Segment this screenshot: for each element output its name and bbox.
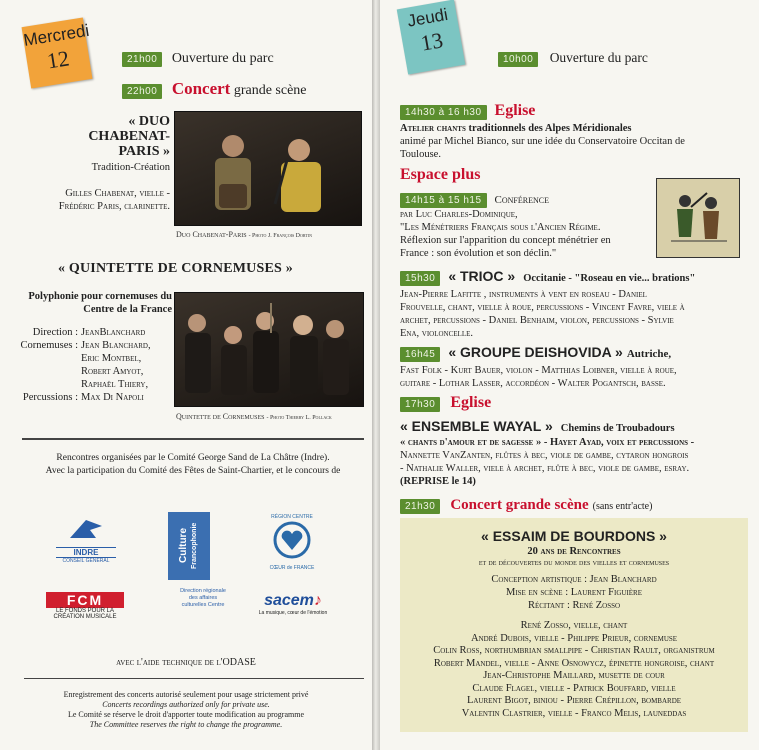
quintette-subtitle: Polyphonie pour cornemuses du Centre de la France <box>28 291 172 315</box>
event-place: Eglise <box>494 102 536 119</box>
time-badge: 16h45 <box>400 347 440 362</box>
duo-subtitle: Tradition-Création <box>91 162 170 173</box>
duo-block <box>20 114 170 213</box>
day-number: 13 <box>418 27 445 56</box>
fcm-logo: FCM LE FONDS POUR LA CRÉATION MUSICALE <box>46 592 124 620</box>
duo-caption <box>176 230 312 239</box>
caption-credit: - Photo J. François Dortin <box>248 233 312 239</box>
duo-photo <box>174 111 362 226</box>
essaim-title: « ESSAIM DE BOURDONS » <box>481 528 667 544</box>
quintet-illustration <box>175 293 363 406</box>
essaim-musicians: René Zosso, vielle, chant André Dubois, vielle - Philippe Prieur, cornemuse Colin Ross, northumbrian smallpipe - Christian Rault, organistrum Robert Mandel, vielle - Anne Osnowycz, épinette hongroise, chant Jean-Christophe Maillard, musette de cour Claude Flagel, vielle - Patrick Bouffard, vielle Laurent Bigot, biniou - Pierre Crépillon, bombarde Valentin Clastrier, vielle - Franco Melis, launeddas <box>433 620 715 719</box>
organisers-line: Rencontres organisées par le Comité George Sand de La Châtre (Indre). <box>56 453 330 463</box>
espace-plus-title: Espace plus <box>400 166 481 183</box>
caption-credit: - Photo Thierry L. Pollack <box>266 415 332 421</box>
day-number: 12 <box>45 45 71 74</box>
duo-title: « DUO CHABENAT-PARIS » <box>88 114 170 159</box>
quintette-caption <box>176 412 332 421</box>
event-concert <box>122 79 307 99</box>
caption-text: Quintette de Cornemuses <box>176 412 265 421</box>
organisers-note <box>20 452 366 478</box>
time-badge: 21h30 <box>400 499 440 514</box>
musicians-illustration <box>175 112 361 225</box>
divider <box>22 438 364 440</box>
event-eglise-atelier: 14h30 à 16 h30 Eglise Atelier chants traditionnels des Alpes Méridionales animé par Michel Bianco, sur une idée du Conservatoire Occitan de Toulouse. <box>400 102 685 160</box>
time-badge: 21h00 <box>122 52 162 67</box>
indre-logo: INDRE CONSEIL GENERAL <box>56 516 116 564</box>
sacem-logo: sacem♪ La musique, cœur de l'émotion <box>258 592 328 616</box>
time-badge: 22h00 <box>122 84 162 99</box>
time-badge: 10h00 <box>498 52 538 67</box>
time-badge: 14h30 à 16 h30 <box>400 105 487 120</box>
essaim-box: « ESSAIM DE BOURDONS » 20 ans de Rencontres et de découvertes du monde des vielles et cornemuses Conception artistique : Jean Blanchard Mise en scène : Laurent Figuière Récitant : René Zosso René Zosso, vielle, chant André Dubois, vielle - Philippe Prieur, cornemuse Colin Ross, northumbrian smallpipe - Christian Rault, organistrum Robert Mandel, vielle - Anne Osnowycz, épinette hongroise, chant Jean-Christophe Maillard, musette de cour Claude Flagel, vielle - Patrick Bouffard, vielle Laurent Bigot, biniou - Pierre Crépillon, bombarde Valentin Clastrier, vielle - Franco Melis, launeddas <box>400 518 748 732</box>
essaim-credits: Conception artistique : Jean Blanchard Mise en scène : Laurent Figuière Récitant : René Zosso <box>491 574 657 611</box>
duo-artists-1: Gilles Chabenat, vielle - <box>65 188 170 199</box>
bird-icon <box>66 516 106 542</box>
region-centre-logo: RÉGION CENTRE CŒUR de FRANCE <box>269 514 315 571</box>
engraving-image <box>656 178 740 258</box>
day-name: Jeudi <box>405 4 450 31</box>
quintette-photo <box>174 292 364 407</box>
heart-icon <box>272 520 312 560</box>
wayal-block: « ENSEMBLE WAYAL » Chemins de Troubadours « chants d'amour et de sagesse » - Hayet Ayad, voix et percussions - Nannette VanZanten, flûtes à bec, viole de gambe, cytaron hongrois - Nathalie Waller, viele à archet, flûte à bec, viole de gambe, esray. (REPRISE le 14) <box>400 418 695 487</box>
role-row: Cornemuses : Jean Blanchard, <box>20 340 151 351</box>
day-name: Mercredi <box>22 20 91 50</box>
time-badge: 14h15 à 15 h15 <box>400 193 487 208</box>
technical-support: avec l'aide technique de l'ODASE <box>116 657 256 668</box>
event-rest: grande scène <box>233 83 307 98</box>
role-row: Percussions : Max Di Napoli <box>22 392 144 403</box>
culture-logo: Culture Francophonie <box>168 512 210 580</box>
duo-artists-2: Frédéric Paris, clarinette. <box>58 201 170 212</box>
event-conference: 14h15 à 15 h15 Conférence par Luc Charles-Dominique, "Les Ménétriers Français sous l'Ancien Régime. Réflexion sur l'apparition du concept ménétrier en France : son évolution et son déclin." <box>400 194 611 259</box>
role-row: Eric Montbel, <box>81 353 142 364</box>
time-badge: 15h30 <box>400 271 440 286</box>
event-opening <box>498 50 648 67</box>
footer-notes: Enregistrement des concerts autorisé seulement pour usage strictement privé Concerts recordings authorized only for private use. Le Comité se réserve le droit d'apporter toute modification au programme The Committee reserves the right to change the programme. <box>63 690 309 729</box>
event-highlight: Concert <box>171 79 231 98</box>
event-trioc: 15h30 « TRIOC » Occitanie - "Roseau en vie... brations" Jean-Pierre Lafitte , instruments à vent en roseau - Daniel Frouvelle, chant, vielle à roue, percussions - Vincent Favre, viele à archet, percussions - Daniel Benhaim, violon, percussions - Sylvie Ena, violoncelle. <box>400 268 696 339</box>
role-row: Raphaël Thiery, <box>81 379 149 390</box>
quintette-title: « QUINTETTE DE CORNEMUSES » <box>58 261 293 276</box>
event-place: Eglise <box>450 394 492 411</box>
drac-text: Direction régionale des affaires culturelles Centre <box>180 588 226 608</box>
event-eglise-wayal <box>400 394 491 412</box>
role-row: Robert Amyot, <box>81 366 144 377</box>
event-opening <box>122 51 274 67</box>
event-deishovida: 16h45 « GROUPE DEISHOVIDA » Autriche, Fast Folk - Kurt Bauer, violon - Matthias Loibner, vielle à roue, guitare - Lothar Lasser, accordéon - Walter Pogantsch, basse. <box>400 344 677 389</box>
event-concert: 21h30 Concert grande scène (sans entr'acte) <box>400 496 652 514</box>
divider <box>24 678 364 679</box>
role-row: Direction : JeanBlanchard <box>32 327 146 338</box>
thursday-panel <box>380 0 759 750</box>
menestrels-illustration <box>657 179 739 257</box>
wednesday-day-box <box>22 18 93 89</box>
thursday-day-box <box>397 0 466 75</box>
quintette-roles <box>16 326 176 404</box>
page-fold <box>372 0 380 750</box>
time-badge: 17h30 <box>400 397 440 412</box>
caption-text: Duo Chabenat-Paris <box>176 230 247 239</box>
event-title: Ouverture du parc <box>171 51 274 66</box>
wednesday-panel <box>0 0 372 750</box>
organisers-line: Avec la participation du Comité des Fêtes de Saint-Chartier, et le concours de <box>45 466 341 476</box>
event-title: Ouverture du parc <box>549 50 648 65</box>
